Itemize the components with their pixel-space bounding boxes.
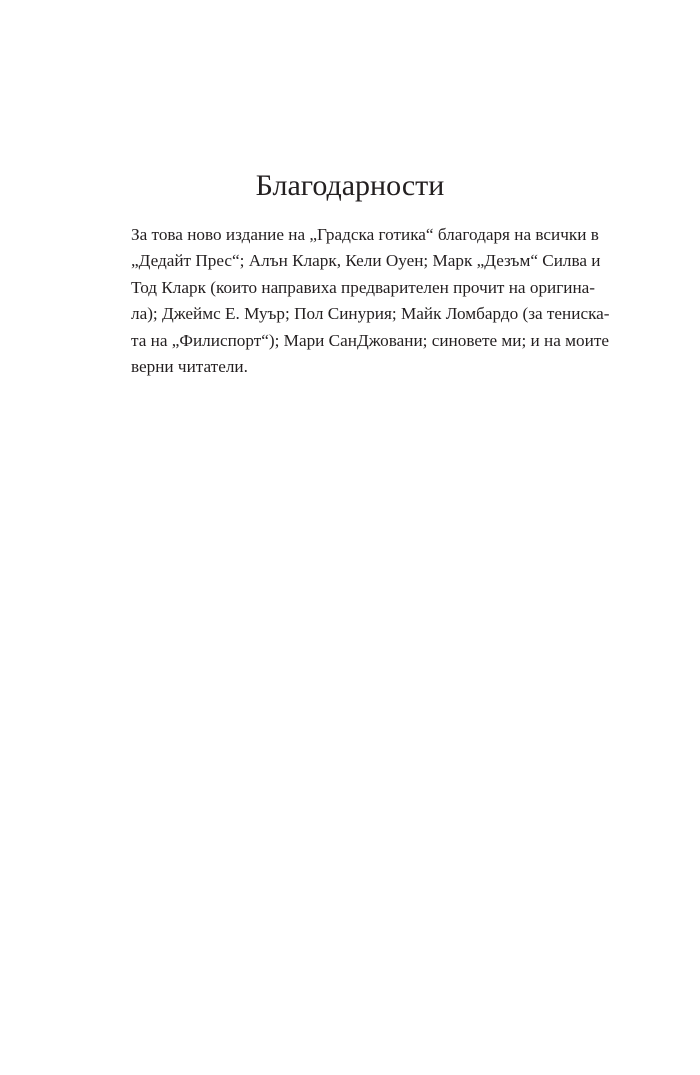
paragraph-line: За това ново издание на „Градска готика“ благодаря на всички в [131,225,599,244]
paragraph-line: верни читатели. [131,357,248,377]
paragraph-line: Тод Кларк (които направиха предварителен прочит на оригина- [131,277,596,297]
page-title: Благодарности [255,169,445,202]
paragraph-line: ла); Джеймс Е. Муър; Пол Синурия; Майк Ломбардо (за тениска- [131,304,610,324]
acknowledgements-paragraph [131,222,610,380]
paragraph-line: „Дедайт Прес“; Алън Кларк, Кели Оуен; Марк „Дезъм“ Силва и [131,251,601,271]
paragraph-line: та на „Филиспорт“); Мари СанДжовани; синовете ми; и на моите [131,330,609,350]
